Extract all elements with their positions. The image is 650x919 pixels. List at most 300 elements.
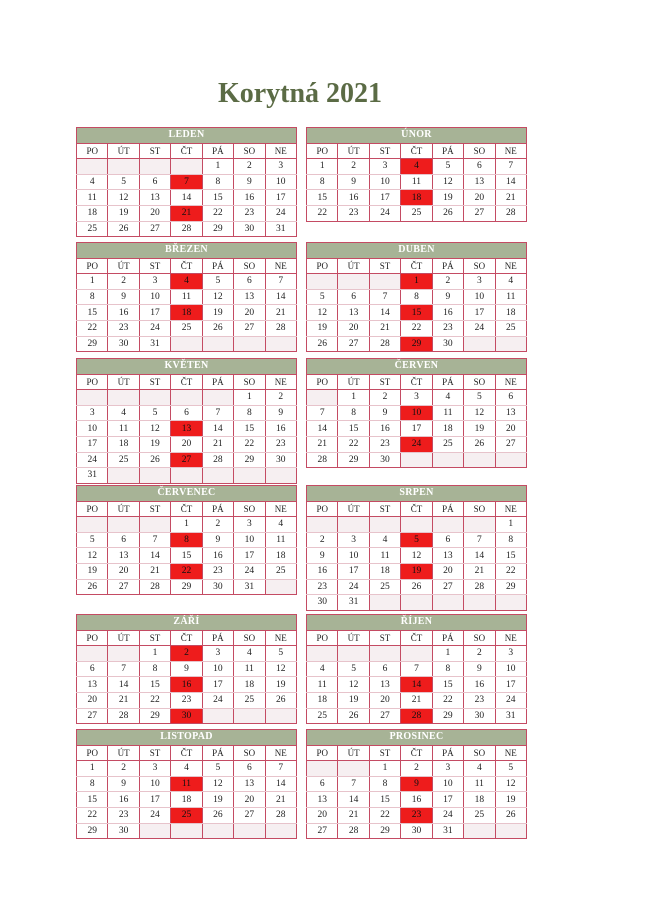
day-cell: 2 [432, 274, 463, 290]
day-cell: 27 [432, 579, 463, 595]
day-cell: 19 [108, 205, 139, 221]
day-cell: 9 [108, 289, 139, 305]
day-cell: 16 [108, 792, 139, 808]
day-cell: 19 [202, 792, 233, 808]
day-cell: 3 [234, 517, 265, 533]
month-6 [76, 485, 297, 595]
day-cell: 30 [234, 221, 265, 237]
weekday-header: ST [369, 630, 400, 646]
weekday-header: SO [464, 374, 495, 390]
day-cell: 24 [77, 452, 108, 468]
day-cell: 15 [202, 190, 233, 206]
weekday-header: PÁ [202, 630, 233, 646]
day-cell: 4 [108, 405, 139, 421]
day-cell: 27 [108, 579, 139, 595]
day-cell: 30 [108, 823, 139, 839]
empty-cell [401, 452, 432, 468]
day-cell: 28 [464, 579, 495, 595]
day-cell: 17 [464, 305, 495, 321]
day-cell: 1 [369, 761, 400, 777]
weekday-header: SO [464, 745, 495, 761]
day-cell: 4 [171, 274, 202, 290]
day-cell: 14 [265, 776, 296, 792]
day-cell: 22 [139, 692, 170, 708]
weekday-header: ST [369, 374, 400, 390]
day-cell: 20 [234, 305, 265, 321]
day-cell: 23 [369, 436, 400, 452]
day-cell: 6 [77, 661, 108, 677]
month-10 [76, 729, 297, 839]
day-cell: 22 [338, 436, 369, 452]
month-9 [306, 614, 527, 724]
day-cell: 12 [108, 190, 139, 206]
day-cell: 20 [307, 807, 338, 823]
day-cell: 11 [234, 661, 265, 677]
day-cell: 1 [401, 274, 432, 290]
day-cell: 3 [139, 274, 170, 290]
day-cell: 25 [108, 452, 139, 468]
day-cell: 6 [338, 289, 369, 305]
day-cell: 15 [77, 792, 108, 808]
weekday-header: PÁ [202, 745, 233, 761]
empty-cell [401, 517, 432, 533]
weekday-header: NE [265, 143, 296, 159]
empty-cell [108, 159, 139, 175]
weekday-header: ČT [401, 501, 432, 517]
day-cell: 4 [495, 274, 526, 290]
day-cell: 28 [265, 807, 296, 823]
weekday-header: SO [464, 258, 495, 274]
month-2 [76, 242, 297, 352]
day-cell: 8 [77, 776, 108, 792]
empty-cell [495, 336, 526, 352]
month-7 [306, 485, 527, 611]
day-cell: 23 [307, 579, 338, 595]
weekday-header: NE [265, 258, 296, 274]
month-11 [306, 729, 527, 839]
day-cell: 22 [202, 205, 233, 221]
day-cell: 4 [307, 661, 338, 677]
day-cell: 27 [369, 708, 400, 724]
day-cell: 16 [108, 305, 139, 321]
month-name: DUBEN [307, 243, 527, 259]
day-cell: 23 [108, 320, 139, 336]
day-cell: 16 [234, 190, 265, 206]
empty-cell [265, 579, 296, 595]
day-cell: 15 [171, 548, 202, 564]
day-cell: 6 [108, 532, 139, 548]
day-cell: 5 [108, 174, 139, 190]
day-cell: 11 [77, 190, 108, 206]
weekday-header: PÁ [202, 374, 233, 390]
empty-cell [77, 517, 108, 533]
day-cell: 24 [401, 436, 432, 452]
weekday-header: PÁ [432, 143, 463, 159]
weekday-header: ÚT [108, 258, 139, 274]
day-cell: 23 [202, 563, 233, 579]
day-cell: 11 [464, 776, 495, 792]
day-cell: 21 [495, 190, 526, 206]
day-cell: 13 [171, 421, 202, 437]
day-cell: 18 [401, 190, 432, 206]
day-cell: 1 [338, 390, 369, 406]
day-cell: 3 [77, 405, 108, 421]
empty-cell [171, 823, 202, 839]
weekday-header: ST [139, 630, 170, 646]
day-cell: 28 [401, 708, 432, 724]
empty-cell [171, 390, 202, 406]
day-cell: 21 [171, 205, 202, 221]
weekday-header: SO [464, 501, 495, 517]
day-cell: 28 [265, 320, 296, 336]
day-cell: 13 [495, 405, 526, 421]
day-cell: 21 [369, 320, 400, 336]
day-cell: 11 [401, 174, 432, 190]
day-cell: 7 [139, 532, 170, 548]
empty-cell [202, 708, 233, 724]
empty-cell [108, 646, 139, 662]
day-cell: 18 [234, 677, 265, 693]
day-cell: 15 [338, 421, 369, 437]
weekday-header: ÚT [338, 630, 369, 646]
day-cell: 13 [307, 792, 338, 808]
day-cell: 27 [307, 823, 338, 839]
day-cell: 17 [338, 563, 369, 579]
empty-cell [108, 390, 139, 406]
day-cell: 2 [171, 646, 202, 662]
empty-cell [139, 159, 170, 175]
empty-cell [338, 274, 369, 290]
empty-cell [464, 452, 495, 468]
empty-cell [202, 390, 233, 406]
day-cell: 1 [234, 390, 265, 406]
day-cell: 14 [495, 174, 526, 190]
day-cell: 23 [432, 320, 463, 336]
month-name: LEDEN [77, 128, 297, 144]
day-cell: 27 [171, 452, 202, 468]
weekday-header: PÁ [432, 501, 463, 517]
day-cell: 8 [202, 174, 233, 190]
day-cell: 17 [77, 436, 108, 452]
day-cell: 9 [202, 532, 233, 548]
day-cell: 18 [369, 563, 400, 579]
empty-cell [171, 336, 202, 352]
day-cell: 6 [432, 532, 463, 548]
weekday-header: SO [234, 501, 265, 517]
day-cell: 24 [139, 807, 170, 823]
day-cell: 18 [265, 548, 296, 564]
weekday-header: PO [77, 374, 108, 390]
weekday-header: ST [139, 143, 170, 159]
month-name: SRPEN [307, 486, 527, 502]
day-cell: 19 [338, 692, 369, 708]
day-cell: 3 [464, 274, 495, 290]
empty-cell [464, 595, 495, 611]
day-cell: 5 [495, 761, 526, 777]
day-cell: 18 [307, 692, 338, 708]
day-cell: 29 [77, 823, 108, 839]
day-cell: 31 [77, 468, 108, 484]
day-cell: 1 [202, 159, 233, 175]
empty-cell [307, 646, 338, 662]
weekday-header: PO [77, 745, 108, 761]
day-cell: 14 [265, 289, 296, 305]
day-cell: 29 [432, 708, 463, 724]
day-cell: 16 [369, 421, 400, 437]
empty-cell [369, 517, 400, 533]
day-cell: 26 [202, 320, 233, 336]
day-cell: 28 [495, 205, 526, 221]
weekday-header: SO [234, 630, 265, 646]
day-cell: 23 [401, 807, 432, 823]
day-cell: 24 [369, 205, 400, 221]
weekday-header: ST [369, 258, 400, 274]
empty-cell [338, 761, 369, 777]
weekday-header: NE [265, 745, 296, 761]
day-cell: 9 [464, 661, 495, 677]
day-cell: 22 [234, 436, 265, 452]
empty-cell [139, 468, 170, 484]
month-1 [306, 127, 527, 222]
day-cell: 17 [432, 792, 463, 808]
day-cell: 5 [202, 761, 233, 777]
day-cell: 12 [432, 174, 463, 190]
day-cell: 27 [139, 221, 170, 237]
weekday-header: ÚT [108, 374, 139, 390]
weekday-header: NE [495, 258, 526, 274]
month-name: LISTOPAD [77, 730, 297, 746]
weekday-header: ST [139, 374, 170, 390]
weekday-header: NE [495, 374, 526, 390]
day-cell: 7 [464, 532, 495, 548]
empty-cell [307, 390, 338, 406]
day-cell: 26 [139, 452, 170, 468]
weekday-header: SO [234, 374, 265, 390]
day-cell: 19 [77, 563, 108, 579]
day-cell: 2 [265, 390, 296, 406]
day-cell: 29 [202, 221, 233, 237]
weekday-header: SO [464, 143, 495, 159]
day-cell: 10 [432, 776, 463, 792]
month-name: BŘEZEN [77, 243, 297, 259]
day-cell: 20 [495, 421, 526, 437]
month-name: PROSINEC [307, 730, 527, 746]
day-cell: 6 [369, 661, 400, 677]
day-cell: 29 [495, 579, 526, 595]
day-cell: 4 [464, 761, 495, 777]
day-cell: 30 [202, 579, 233, 595]
day-cell: 6 [234, 761, 265, 777]
day-cell: 2 [108, 761, 139, 777]
day-cell: 17 [202, 677, 233, 693]
day-cell: 7 [338, 776, 369, 792]
day-cell: 29 [171, 579, 202, 595]
day-cell: 18 [108, 436, 139, 452]
weekday-header: ST [369, 501, 400, 517]
day-cell: 7 [369, 289, 400, 305]
day-cell: 4 [265, 517, 296, 533]
day-cell: 10 [464, 289, 495, 305]
day-cell: 27 [234, 320, 265, 336]
day-cell: 25 [464, 807, 495, 823]
day-cell: 12 [338, 677, 369, 693]
day-cell: 18 [171, 305, 202, 321]
weekday-header: ST [139, 745, 170, 761]
day-cell: 15 [401, 305, 432, 321]
weekday-header: ČT [401, 745, 432, 761]
day-cell: 17 [369, 190, 400, 206]
day-cell: 22 [307, 205, 338, 221]
day-cell: 23 [265, 436, 296, 452]
day-cell: 8 [495, 532, 526, 548]
day-cell: 14 [401, 677, 432, 693]
day-cell: 31 [338, 595, 369, 611]
day-cell: 9 [265, 405, 296, 421]
empty-cell [265, 708, 296, 724]
month-8 [76, 614, 297, 724]
weekday-header: PO [307, 374, 338, 390]
day-cell: 10 [77, 421, 108, 437]
day-cell: 7 [265, 274, 296, 290]
day-cell: 19 [432, 190, 463, 206]
day-cell: 17 [234, 548, 265, 564]
day-cell: 1 [495, 517, 526, 533]
day-cell: 11 [495, 289, 526, 305]
day-cell: 12 [202, 776, 233, 792]
day-cell: 26 [432, 205, 463, 221]
day-cell: 15 [495, 548, 526, 564]
weekday-header: PO [77, 143, 108, 159]
day-cell: 21 [265, 305, 296, 321]
day-cell: 27 [464, 205, 495, 221]
day-cell: 9 [171, 661, 202, 677]
day-cell: 11 [265, 532, 296, 548]
day-cell: 9 [401, 776, 432, 792]
day-cell: 18 [77, 205, 108, 221]
weekday-header: SO [234, 258, 265, 274]
day-cell: 18 [464, 792, 495, 808]
day-cell: 9 [307, 548, 338, 564]
weekday-header: ÚT [108, 143, 139, 159]
day-cell: 24 [202, 692, 233, 708]
day-cell: 28 [338, 823, 369, 839]
day-cell: 16 [338, 190, 369, 206]
day-cell: 11 [171, 776, 202, 792]
day-cell: 16 [464, 677, 495, 693]
day-cell: 20 [77, 692, 108, 708]
weekday-header: NE [495, 630, 526, 646]
weekday-header: ČT [401, 374, 432, 390]
day-cell: 20 [464, 190, 495, 206]
empty-cell [202, 823, 233, 839]
day-cell: 26 [495, 807, 526, 823]
day-cell: 24 [432, 807, 463, 823]
day-cell: 23 [108, 807, 139, 823]
day-cell: 13 [108, 548, 139, 564]
day-cell: 26 [265, 692, 296, 708]
day-cell: 16 [202, 548, 233, 564]
empty-cell [369, 646, 400, 662]
day-cell: 6 [171, 405, 202, 421]
weekday-header: ÚT [108, 630, 139, 646]
day-cell: 16 [171, 677, 202, 693]
day-cell: 2 [108, 274, 139, 290]
empty-cell [202, 336, 233, 352]
day-cell: 12 [464, 405, 495, 421]
day-cell: 16 [265, 421, 296, 437]
day-cell: 24 [234, 563, 265, 579]
day-cell: 25 [307, 708, 338, 724]
day-cell: 19 [495, 792, 526, 808]
day-cell: 6 [307, 776, 338, 792]
day-cell: 28 [108, 708, 139, 724]
day-cell: 12 [139, 421, 170, 437]
day-cell: 4 [234, 646, 265, 662]
day-cell: 10 [265, 174, 296, 190]
day-cell: 2 [307, 532, 338, 548]
day-cell: 24 [464, 320, 495, 336]
day-cell: 26 [464, 436, 495, 452]
empty-cell [234, 468, 265, 484]
day-cell: 3 [369, 159, 400, 175]
day-cell: 24 [265, 205, 296, 221]
day-cell: 2 [338, 159, 369, 175]
weekday-header: ÚT [338, 143, 369, 159]
day-cell: 21 [202, 436, 233, 452]
day-cell: 30 [171, 708, 202, 724]
day-cell: 8 [369, 776, 400, 792]
day-cell: 28 [171, 221, 202, 237]
weekday-header: ST [139, 258, 170, 274]
day-cell: 2 [234, 159, 265, 175]
day-cell: 14 [202, 421, 233, 437]
day-cell: 27 [338, 336, 369, 352]
day-cell: 14 [171, 190, 202, 206]
day-cell: 20 [108, 563, 139, 579]
day-cell: 2 [464, 646, 495, 662]
weekday-header: ÚT [338, 745, 369, 761]
day-cell: 18 [171, 792, 202, 808]
day-cell: 19 [139, 436, 170, 452]
day-cell: 26 [338, 708, 369, 724]
empty-cell [139, 517, 170, 533]
day-cell: 8 [234, 405, 265, 421]
day-cell: 19 [307, 320, 338, 336]
day-cell: 19 [265, 677, 296, 693]
empty-cell [108, 517, 139, 533]
day-cell: 13 [464, 174, 495, 190]
day-cell: 5 [432, 159, 463, 175]
weekday-header: PÁ [202, 143, 233, 159]
day-cell: 23 [171, 692, 202, 708]
empty-cell [464, 336, 495, 352]
day-cell: 3 [139, 761, 170, 777]
empty-cell [108, 468, 139, 484]
day-cell: 3 [265, 159, 296, 175]
day-cell: 12 [495, 776, 526, 792]
day-cell: 11 [369, 548, 400, 564]
day-cell: 29 [369, 823, 400, 839]
day-cell: 21 [307, 436, 338, 452]
day-cell: 29 [77, 336, 108, 352]
month-0 [76, 127, 297, 237]
empty-cell [307, 274, 338, 290]
month-3 [306, 242, 527, 352]
day-cell: 28 [369, 336, 400, 352]
day-cell: 14 [369, 305, 400, 321]
day-cell: 10 [234, 532, 265, 548]
weekday-header: SO [464, 630, 495, 646]
